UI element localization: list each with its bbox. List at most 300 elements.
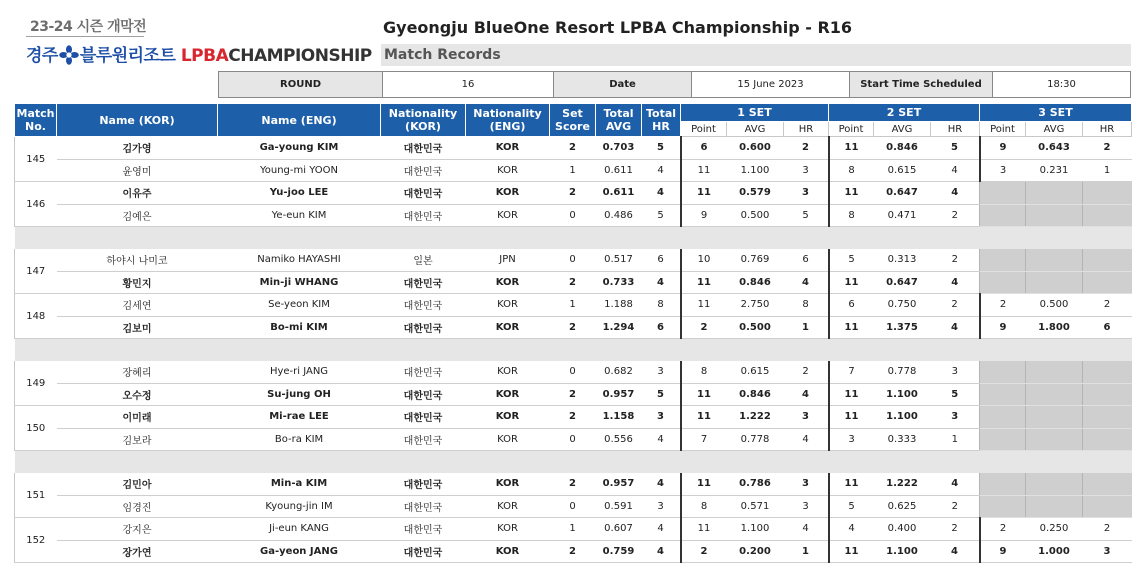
set-score: 2 xyxy=(550,540,596,563)
season-underline xyxy=(26,36,144,37)
set-score: 2 xyxy=(550,383,596,406)
set2-point: 7 xyxy=(829,361,874,383)
match-number: 152 xyxy=(15,518,57,563)
start-time-value: 18:30 xyxy=(993,72,1131,98)
set3-point-empty xyxy=(980,473,1026,495)
set1-point: 11 xyxy=(681,473,727,495)
total-avg: 1.188 xyxy=(596,294,642,317)
set2-avg: 1.100 xyxy=(874,540,931,563)
set-score: 2 xyxy=(550,473,596,495)
nationality-kor: 대한민국 xyxy=(381,137,466,160)
player-name-eng: Se-yeon KIM xyxy=(218,294,381,317)
set1-hr: 4 xyxy=(784,518,829,541)
match-number: 150 xyxy=(15,406,57,451)
nationality-eng: JPN xyxy=(466,249,550,271)
total-avg: 1.294 xyxy=(596,316,642,339)
round-value: 16 xyxy=(383,72,554,98)
set3-hr-empty xyxy=(1083,495,1132,518)
set3-hr-empty xyxy=(1083,428,1132,451)
set1-point: 8 xyxy=(681,361,727,383)
total-hr: 4 xyxy=(642,540,681,563)
total-avg: 0.682 xyxy=(596,361,642,383)
set3-hr-empty xyxy=(1083,361,1132,383)
set3-hr: 3 xyxy=(1083,540,1132,563)
set1-hr: 1 xyxy=(784,316,829,339)
set3-point: 2 xyxy=(980,518,1026,541)
player-name-eng: Min-ji WHANG xyxy=(218,271,381,294)
player-name-eng: Ga-young KIM xyxy=(218,137,381,160)
separator-cell xyxy=(15,339,1132,362)
table-row xyxy=(15,361,1132,383)
header-set-3: 3 SET xyxy=(980,104,1132,122)
set2-point: 11 xyxy=(829,182,874,205)
player-name-eng: Young-mi YOON xyxy=(218,159,381,182)
set2-hr: 3 xyxy=(931,361,980,383)
match-number: 151 xyxy=(15,473,57,518)
set-score: 2 xyxy=(550,137,596,160)
set1-hr: 5 xyxy=(784,204,829,227)
set3-avg: 1.800 xyxy=(1026,316,1083,339)
set2-hr: 4 xyxy=(931,182,980,205)
brand-city: 경주 xyxy=(26,46,58,66)
set3-avg-empty xyxy=(1026,383,1083,406)
set2-point: 8 xyxy=(829,204,874,227)
set3-point-empty xyxy=(980,383,1026,406)
set1-point: 11 xyxy=(681,159,727,182)
set3-avg: 0.643 xyxy=(1026,137,1083,160)
set2-avg: 0.750 xyxy=(874,294,931,317)
set1-hr: 8 xyxy=(784,294,829,317)
brand-resort: 블루원리조트 xyxy=(79,46,176,66)
set3-avg-empty xyxy=(1026,271,1083,294)
nationality-eng: KOR xyxy=(466,294,550,317)
separator-cell xyxy=(15,451,1132,474)
total-avg: 0.611 xyxy=(596,159,642,182)
total-avg: 0.957 xyxy=(596,383,642,406)
nationality-kor: 일본 xyxy=(381,249,466,271)
match-number: 149 xyxy=(15,361,57,406)
set-score: 0 xyxy=(550,428,596,451)
set3-avg: 0.500 xyxy=(1026,294,1083,317)
set2-point: 11 xyxy=(829,137,874,160)
total-hr: 4 xyxy=(642,428,681,451)
brand-lpba: LPBA xyxy=(180,46,229,66)
header-nationality-kor: Nationality (KOR) xyxy=(381,104,466,137)
player-name-eng: Su-jung OH xyxy=(218,383,381,406)
nationality-kor: 대한민국 xyxy=(381,316,466,339)
nationality-kor: 대한민국 xyxy=(381,540,466,563)
set3-avg-empty xyxy=(1026,204,1083,227)
total-avg: 0.591 xyxy=(596,495,642,518)
set1-point: 11 xyxy=(681,294,727,317)
total-hr: 4 xyxy=(642,159,681,182)
set1-point: 2 xyxy=(681,540,727,563)
set1-hr: 2 xyxy=(784,137,829,160)
player-name-eng: Min-a KIM xyxy=(218,473,381,495)
set-score: 2 xyxy=(550,316,596,339)
total-avg: 0.611 xyxy=(596,182,642,205)
player-name-kor: 임경진 xyxy=(57,495,218,518)
set1-point: 7 xyxy=(681,428,727,451)
set3-point-empty xyxy=(980,361,1026,383)
set3-hr-empty xyxy=(1083,249,1132,271)
header-set2-hr: HR xyxy=(931,122,980,137)
set3-hr-empty xyxy=(1083,406,1132,429)
match-number: 145 xyxy=(15,137,57,182)
total-hr: 6 xyxy=(642,316,681,339)
player-name-kor: 강지은 xyxy=(57,518,218,541)
set3-point: 2 xyxy=(980,294,1026,317)
set2-hr: 2 xyxy=(931,249,980,271)
set2-avg: 0.647 xyxy=(874,182,931,205)
set3-point: 3 xyxy=(980,159,1026,182)
nationality-eng: KOR xyxy=(466,383,550,406)
set1-hr: 1 xyxy=(784,540,829,563)
set-score: 0 xyxy=(550,249,596,271)
header-set3-point: Point xyxy=(980,122,1026,137)
total-hr: 5 xyxy=(642,383,681,406)
nationality-kor: 대한민국 xyxy=(381,428,466,451)
set3-point: 9 xyxy=(980,540,1026,563)
player-name-kor: 김보라 xyxy=(57,428,218,451)
set2-point: 11 xyxy=(829,383,874,406)
player-name-eng: Yu-joo LEE xyxy=(218,182,381,205)
nationality-eng: KOR xyxy=(466,316,550,339)
set2-hr: 1 xyxy=(931,428,980,451)
table-row xyxy=(15,137,1132,160)
header-set1-hr: HR xyxy=(784,122,829,137)
start-time-label: Start Time Scheduled xyxy=(850,72,993,98)
set-score: 0 xyxy=(550,495,596,518)
set3-hr-empty xyxy=(1083,383,1132,406)
set2-hr: 2 xyxy=(931,495,980,518)
set3-point: 9 xyxy=(980,137,1026,160)
nationality-eng: KOR xyxy=(466,361,550,383)
set1-avg: 0.579 xyxy=(727,182,784,205)
set2-avg: 1.375 xyxy=(874,316,931,339)
set3-avg-empty xyxy=(1026,361,1083,383)
match-records-table xyxy=(14,103,1132,563)
records-body xyxy=(15,137,1132,563)
nationality-eng: KOR xyxy=(466,137,550,160)
set2-point: 11 xyxy=(829,406,874,429)
header-set2-point: Point xyxy=(829,122,874,137)
header-set1-avg: AVG xyxy=(727,122,784,137)
match-number: 147 xyxy=(15,249,57,294)
set1-avg: 0.615 xyxy=(727,361,784,383)
total-avg: 0.957 xyxy=(596,473,642,495)
set1-avg: 0.846 xyxy=(727,383,784,406)
nationality-eng: KOR xyxy=(466,495,550,518)
set1-hr: 6 xyxy=(784,249,829,271)
header-name-kor: Name (KOR) xyxy=(57,104,218,137)
nationality-eng: KOR xyxy=(466,428,550,451)
brand-championship: CHAMPIONSHIP xyxy=(228,46,372,66)
player-name-kor: 이유주 xyxy=(57,182,218,205)
table-row xyxy=(15,495,1132,518)
total-avg: 0.759 xyxy=(596,540,642,563)
nationality-eng: KOR xyxy=(466,406,550,429)
set-score: 1 xyxy=(550,159,596,182)
set1-hr: 3 xyxy=(784,473,829,495)
set1-avg: 1.100 xyxy=(727,159,784,182)
total-avg: 1.158 xyxy=(596,406,642,429)
player-name-kor: 윤영미 xyxy=(57,159,218,182)
set2-hr: 5 xyxy=(931,137,980,160)
header-set-score: Set Score xyxy=(550,104,596,137)
header-set3-hr: HR xyxy=(1083,122,1132,137)
set-score: 1 xyxy=(550,518,596,541)
set2-avg: 0.313 xyxy=(874,249,931,271)
set1-avg: 0.778 xyxy=(727,428,784,451)
set2-avg: 0.778 xyxy=(874,361,931,383)
total-avg: 0.517 xyxy=(596,249,642,271)
table-row xyxy=(15,428,1132,451)
match-info-table xyxy=(218,71,1131,98)
table-row xyxy=(15,406,1132,429)
nationality-eng: KOR xyxy=(466,518,550,541)
set2-point: 4 xyxy=(829,518,874,541)
set2-hr: 4 xyxy=(931,159,980,182)
set3-avg-empty xyxy=(1026,406,1083,429)
player-name-eng: Ji-eun KANG xyxy=(218,518,381,541)
set3-avg-empty xyxy=(1026,182,1083,205)
set3-hr-empty xyxy=(1083,182,1132,205)
nationality-eng: KOR xyxy=(466,159,550,182)
set3-avg-empty xyxy=(1026,473,1083,495)
set2-hr: 4 xyxy=(931,473,980,495)
table-row xyxy=(15,249,1132,271)
player-name-eng: Ye-eun KIM xyxy=(218,204,381,227)
set3-point-empty xyxy=(980,204,1026,227)
set3-point-empty xyxy=(980,249,1026,271)
player-name-kor: 장가연 xyxy=(57,540,218,563)
set2-avg: 1.100 xyxy=(874,406,931,429)
nationality-kor: 대한민국 xyxy=(381,406,466,429)
set1-hr: 3 xyxy=(784,495,829,518)
nationality-eng: KOR xyxy=(466,182,550,205)
set1-avg: 0.600 xyxy=(727,137,784,160)
player-name-eng: Mi-rae LEE xyxy=(218,406,381,429)
event-logo xyxy=(22,16,372,66)
set3-avg: 1.000 xyxy=(1026,540,1083,563)
set2-hr: 2 xyxy=(931,518,980,541)
group-separator xyxy=(15,451,1132,474)
nationality-eng: KOR xyxy=(466,540,550,563)
set1-hr: 3 xyxy=(784,406,829,429)
set1-point: 2 xyxy=(681,316,727,339)
header-match-no: Match No. xyxy=(15,104,57,137)
flower-icon xyxy=(59,45,79,65)
total-hr: 6 xyxy=(642,249,681,271)
nationality-kor: 대한민국 xyxy=(381,271,466,294)
set2-avg: 1.100 xyxy=(874,383,931,406)
set3-point-empty xyxy=(980,428,1026,451)
player-name-eng: Namiko HAYASHI xyxy=(218,249,381,271)
set2-point: 3 xyxy=(829,428,874,451)
set3-avg: 0.250 xyxy=(1026,518,1083,541)
player-name-kor: 김민아 xyxy=(57,473,218,495)
nationality-eng: KOR xyxy=(466,271,550,294)
season-label: 23-24 시즌 개막전 xyxy=(30,19,147,35)
set3-point-empty xyxy=(980,406,1026,429)
brand-text xyxy=(26,41,372,66)
set1-hr: 4 xyxy=(784,428,829,451)
nationality-kor: 대한민국 xyxy=(381,361,466,383)
set1-hr: 4 xyxy=(784,271,829,294)
set1-avg: 0.500 xyxy=(727,316,784,339)
set3-avg-empty xyxy=(1026,249,1083,271)
set-score: 0 xyxy=(550,204,596,227)
set1-point: 11 xyxy=(681,383,727,406)
header-name-eng: Name (ENG) xyxy=(218,104,381,137)
set2-avg: 0.647 xyxy=(874,271,931,294)
set2-hr: 4 xyxy=(931,540,980,563)
set3-hr: 1 xyxy=(1083,159,1132,182)
set2-point: 6 xyxy=(829,294,874,317)
nationality-kor: 대한민국 xyxy=(381,518,466,541)
total-avg: 0.703 xyxy=(596,137,642,160)
match-number: 146 xyxy=(15,182,57,227)
set1-hr: 3 xyxy=(784,182,829,205)
player-name-kor: 이미래 xyxy=(57,406,218,429)
player-name-eng: Kyoung-jin IM xyxy=(218,495,381,518)
set2-avg: 0.471 xyxy=(874,204,931,227)
set3-avg-empty xyxy=(1026,428,1083,451)
set3-point-empty xyxy=(980,495,1026,518)
total-avg: 0.486 xyxy=(596,204,642,227)
set2-avg: 0.400 xyxy=(874,518,931,541)
set2-hr: 4 xyxy=(931,316,980,339)
total-avg: 0.607 xyxy=(596,518,642,541)
date-label: Date xyxy=(554,72,692,98)
set1-avg: 1.100 xyxy=(727,518,784,541)
nationality-kor: 대한민국 xyxy=(381,495,466,518)
set2-hr: 2 xyxy=(931,204,980,227)
header-set3-avg: AVG xyxy=(1026,122,1083,137)
set2-point: 5 xyxy=(829,495,874,518)
header-total-avg: Total AVG xyxy=(596,104,642,137)
set1-avg: 0.846 xyxy=(727,271,784,294)
set2-point: 11 xyxy=(829,271,874,294)
round-label: ROUND xyxy=(219,72,383,98)
table-row xyxy=(15,294,1132,317)
table-row xyxy=(15,540,1132,563)
table-row xyxy=(15,271,1132,294)
set1-point: 11 xyxy=(681,518,727,541)
nationality-kor: 대한민국 xyxy=(381,383,466,406)
nationality-kor: 대한민국 xyxy=(381,473,466,495)
player-name-kor: 장혜리 xyxy=(57,361,218,383)
set3-hr-empty xyxy=(1083,204,1132,227)
total-hr: 3 xyxy=(642,406,681,429)
set1-avg: 0.786 xyxy=(727,473,784,495)
set3-hr: 2 xyxy=(1083,518,1132,541)
player-name-eng: Bo-ra KIM xyxy=(218,428,381,451)
set1-avg: 0.500 xyxy=(727,204,784,227)
set2-hr: 5 xyxy=(931,383,980,406)
set2-hr: 4 xyxy=(931,271,980,294)
player-name-eng: Ga-yeon JANG xyxy=(218,540,381,563)
set1-point: 6 xyxy=(681,137,727,160)
date-value: 15 June 2023 xyxy=(692,72,850,98)
player-name-kor: 황민지 xyxy=(57,271,218,294)
set3-hr: 2 xyxy=(1083,137,1132,160)
set1-avg: 0.200 xyxy=(727,540,784,563)
player-name-kor: 하야시 나미코 xyxy=(57,249,218,271)
set-score: 0 xyxy=(550,361,596,383)
set2-point: 8 xyxy=(829,159,874,182)
set2-avg: 0.333 xyxy=(874,428,931,451)
total-hr: 4 xyxy=(642,473,681,495)
set3-hr: 2 xyxy=(1083,294,1132,317)
set3-hr-empty xyxy=(1083,473,1132,495)
set1-hr: 3 xyxy=(784,159,829,182)
player-name-eng: Hye-ri JANG xyxy=(218,361,381,383)
header-nationality-eng: Nationality (ENG) xyxy=(466,104,550,137)
nationality-kor: 대한민국 xyxy=(381,159,466,182)
player-name-kor: 김세연 xyxy=(57,294,218,317)
set1-point: 11 xyxy=(681,182,727,205)
total-hr: 5 xyxy=(642,137,681,160)
set2-avg: 0.615 xyxy=(874,159,931,182)
set2-avg: 1.222 xyxy=(874,473,931,495)
set2-hr: 3 xyxy=(931,406,980,429)
total-avg: 0.556 xyxy=(596,428,642,451)
total-hr: 4 xyxy=(642,518,681,541)
set3-point-empty xyxy=(980,271,1026,294)
header-set2-avg: AVG xyxy=(874,122,931,137)
header-total-hr: Total HR xyxy=(642,104,681,137)
set2-hr: 2 xyxy=(931,294,980,317)
section-title: Match Records xyxy=(381,44,1131,66)
player-name-eng: Bo-mi KIM xyxy=(218,316,381,339)
header-set-1: 1 SET xyxy=(681,104,829,122)
total-hr: 3 xyxy=(642,495,681,518)
player-name-kor: 김보미 xyxy=(57,316,218,339)
set2-point: 11 xyxy=(829,316,874,339)
set3-avg: 0.231 xyxy=(1026,159,1083,182)
table-row xyxy=(15,473,1132,495)
set3-point-empty xyxy=(980,182,1026,205)
set1-point: 11 xyxy=(681,406,727,429)
page-title: Gyeongju BlueOne Resort LPBA Championship - R16 xyxy=(383,18,853,37)
match-number: 148 xyxy=(15,294,57,339)
player-name-kor: 김가영 xyxy=(57,137,218,160)
set-score: 2 xyxy=(550,182,596,205)
nationality-kor: 대한민국 xyxy=(381,294,466,317)
set1-hr: 4 xyxy=(784,383,829,406)
set1-hr: 2 xyxy=(784,361,829,383)
set1-avg: 1.222 xyxy=(727,406,784,429)
nationality-eng: KOR xyxy=(466,204,550,227)
nationality-kor: 대한민국 xyxy=(381,182,466,205)
nationality-eng: KOR xyxy=(466,473,550,495)
set-score: 2 xyxy=(550,271,596,294)
table-row xyxy=(15,204,1132,227)
set2-point: 5 xyxy=(829,249,874,271)
set-score: 2 xyxy=(550,406,596,429)
total-hr: 4 xyxy=(642,182,681,205)
total-avg: 0.733 xyxy=(596,271,642,294)
set1-avg: 0.571 xyxy=(727,495,784,518)
player-name-kor: 오수정 xyxy=(57,383,218,406)
total-hr: 4 xyxy=(642,271,681,294)
set3-avg-empty xyxy=(1026,495,1083,518)
total-hr: 3 xyxy=(642,361,681,383)
set3-hr-empty xyxy=(1083,271,1132,294)
total-hr: 8 xyxy=(642,294,681,317)
